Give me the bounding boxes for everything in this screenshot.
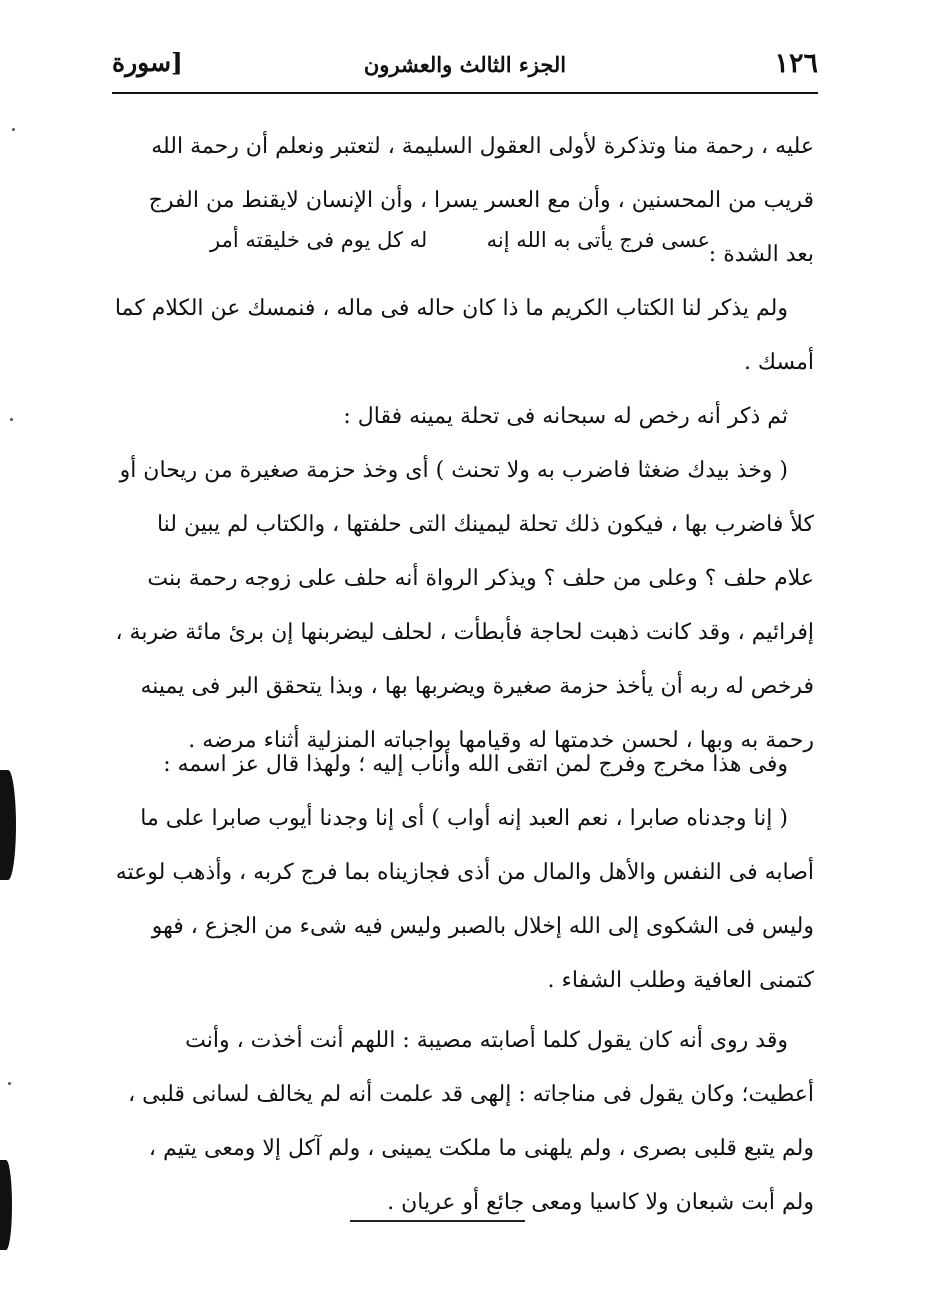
paragraph: ولم يذكر لنا الكتاب الكريم ما ذا كان حاله فى ماله ، فنمسك عن الكلام كما أمسك . [114,296,814,375]
running-title: الجزء الثالث والعشرون [363,52,567,77]
paragraph: ثم ذكر أنه رخص له سبحانه فى تحلة يمينه فقال : [343,404,788,429]
verse-first-hemistich: عسى فرج يأتى به الله إنه [486,228,710,252]
paragraph: ( وخذ بيدك ضغثا فاضرب به ولا تحنث ) أى وخذ حزمة صغيرة من ريحان أو كلأ فاضرب بها ، فيكون ذلك تحلة ليمينك التى حلفتها ، والكتاب لم يبين لنا علام حلف ؟ وعلى من حلف ؟ ويذكر الرواة أنه حلف على زوجه رحمة بنت إفرائيم ، وقد كانت ذهبت لحاجة فأبطأت ، لحلف ليضربنها إن برئ مائة ضربة ، فرخص له ربه أن يأخذ حزمة صغيرة ويضربها بها ، وبذا يتحقق البر فى يمينه رحمة به وبها ، لحسن خدمتها له وقيامها بواجباته المنزلية أثناء مرضه . [115,458,814,753]
header-rule [112,92,818,94]
scan-speck [10,418,13,421]
surah-label: [سورة [112,48,183,77]
paragraph: عليه ، رحمة منا وتذكرة لأولى العقول السليمة ، لتعتبر ونعلم أن رحمة الله قريب من المحسنين ، وأن مع العسر يسرا ، وأن الإنسان لايقنط من الفرج بعد الشدة : [148,134,814,267]
body-text-bottom [114,738,814,1230]
scan-speck [12,128,15,131]
verse-second-hemistich: له كل يوم فى خليقته أمر [210,228,428,252]
page-header [112,46,818,86]
scan-margin-mark [0,1160,12,1250]
scan-margin-mark [0,770,16,880]
poetry-verse [210,228,710,252]
paragraph: وفى هذا مخرج وفرج لمن اتقى الله وأناب إليه ؛ ولهذا قال عز اسمه : [163,752,788,777]
page-number: ١٢٦ [774,48,818,79]
paragraph: وقد روى أنه كان يقول كلما أصابته مصيبة : اللهم أنت أخذت ، وأنت أعطيت؛ وكان يقول فى مناجاته : إلهى قد علمت أنه لم يخالف لسانى قلبى ، ولم يتبع قلبى بصرى ، ولم يلهنى ما ملكت يمينى ، ولم آكل إلا ومعى يتيم ، ولم أبت شبعان ولا كاسيا ومعى جائع أو عريان . [128,1028,814,1215]
section-end-rule [350,1220,525,1222]
paragraph: ( إنا وجدناه صابرا ، نعم العبد إنه أواب ) أى إنا وجدنا أيوب صابرا على ما أصابه فى النفس والأهل والمال من أذى فجازيناه بما فرج كربه ، وأذهب لوعته وليس فى الشكوى إلى الله إخلال بالصبر وليس فيه شىء من الجزع ، فهو كتمنى العافية وطلب الشفاء . [115,806,814,993]
scan-speck [8,1082,11,1085]
body-text-top [114,120,814,282]
body-text-middle [114,282,814,768]
